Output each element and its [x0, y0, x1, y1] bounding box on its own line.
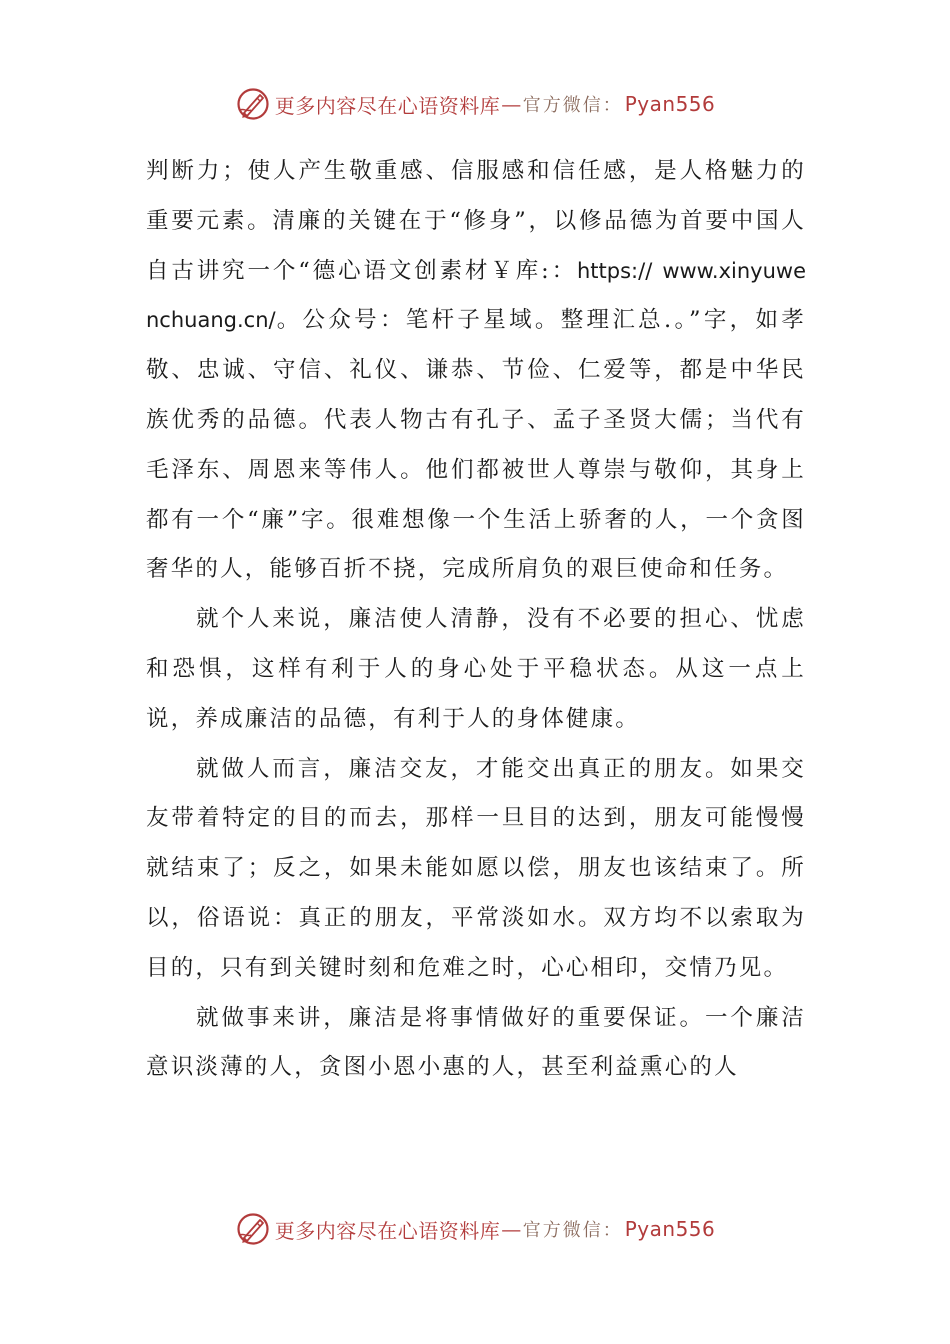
- paragraph-1-url-part1: https://: [577, 258, 653, 283]
- banner-dash: —: [501, 92, 522, 116]
- paragraph-4: 就做事来讲，廉洁是将事情做好的重要保证。一个廉洁意识淡薄的人，贪图小恩小惠的人，甚至利益熏心的人: [146, 1004, 806, 1081]
- pen-logo-icon: [235, 86, 271, 122]
- banner-dash: —: [501, 1217, 522, 1241]
- banner-wechat-label: 官方微信：: [522, 95, 623, 116]
- banner-main-text: 更多内容尽在心语资料库: [274, 93, 501, 118]
- footer-banner: [0, 1209, 950, 1249]
- paragraph-1-text-b: 。公众号：笔杆子星域。整理汇总.。”字，如孝敬、忠诚、守信、礼仪、谦恭、节俭、仁爱等，都是中华民族优秀的品德。代表人物古有孔子、孟子圣贤大儒；当代有毛泽东、周恩来等伟人。他们都被世人尊崇与敬仰，其身上都有一个“廉”字。很难想像一个生活上骄奢的人，一个贪图奢华的人，能够百折不挠，完成所肩负的艰巨使命和任务。: [146, 307, 806, 583]
- paragraph-2: 就个人来说，廉洁使人清静，没有不必要的担心、忧虑和恐惧，这样有利于人的身心处于平稳状态。从这一点上说，养成廉洁的品德，有利于人的身体健康。: [146, 606, 806, 732]
- paragraph-1: [146, 147, 806, 595]
- header-banner: [0, 84, 950, 124]
- banner-wechat-id: Pyan556: [624, 1217, 716, 1241]
- banner-wechat-id: Pyan556: [624, 92, 716, 116]
- article-body: [146, 147, 806, 1093]
- banner-main-text: 更多内容尽在心语资料库: [274, 1218, 501, 1243]
- pen-logo-icon: [235, 1211, 271, 1247]
- paragraph-1-url-part2: www.xinyuwenchuang.cn/: [146, 258, 807, 333]
- banner-wechat-label: 官方微信：: [522, 1220, 623, 1241]
- paragraph-3: 就做人而言，廉洁交友，才能交出真正的朋友。如果交友带着特定的目的而去，那样一旦目的达到，朋友可能慢慢就结束了；反之，如果未能如愿以偿，朋友也该结束了。所以，俗语说：真正的朋友，平常淡如水。双方均不以索取为目的，只有到关键时刻和危难之时，心心相印，交情乃见。: [146, 755, 806, 981]
- paragraph-1-text-a: 判断力；使人产生敬重感、信服感和信任感，是人格魅力的重要元素。清廉的关键在于“修身”，以修品德为首要中国人自古讲究一个“德心语文创素材￥库:：: [146, 158, 806, 284]
